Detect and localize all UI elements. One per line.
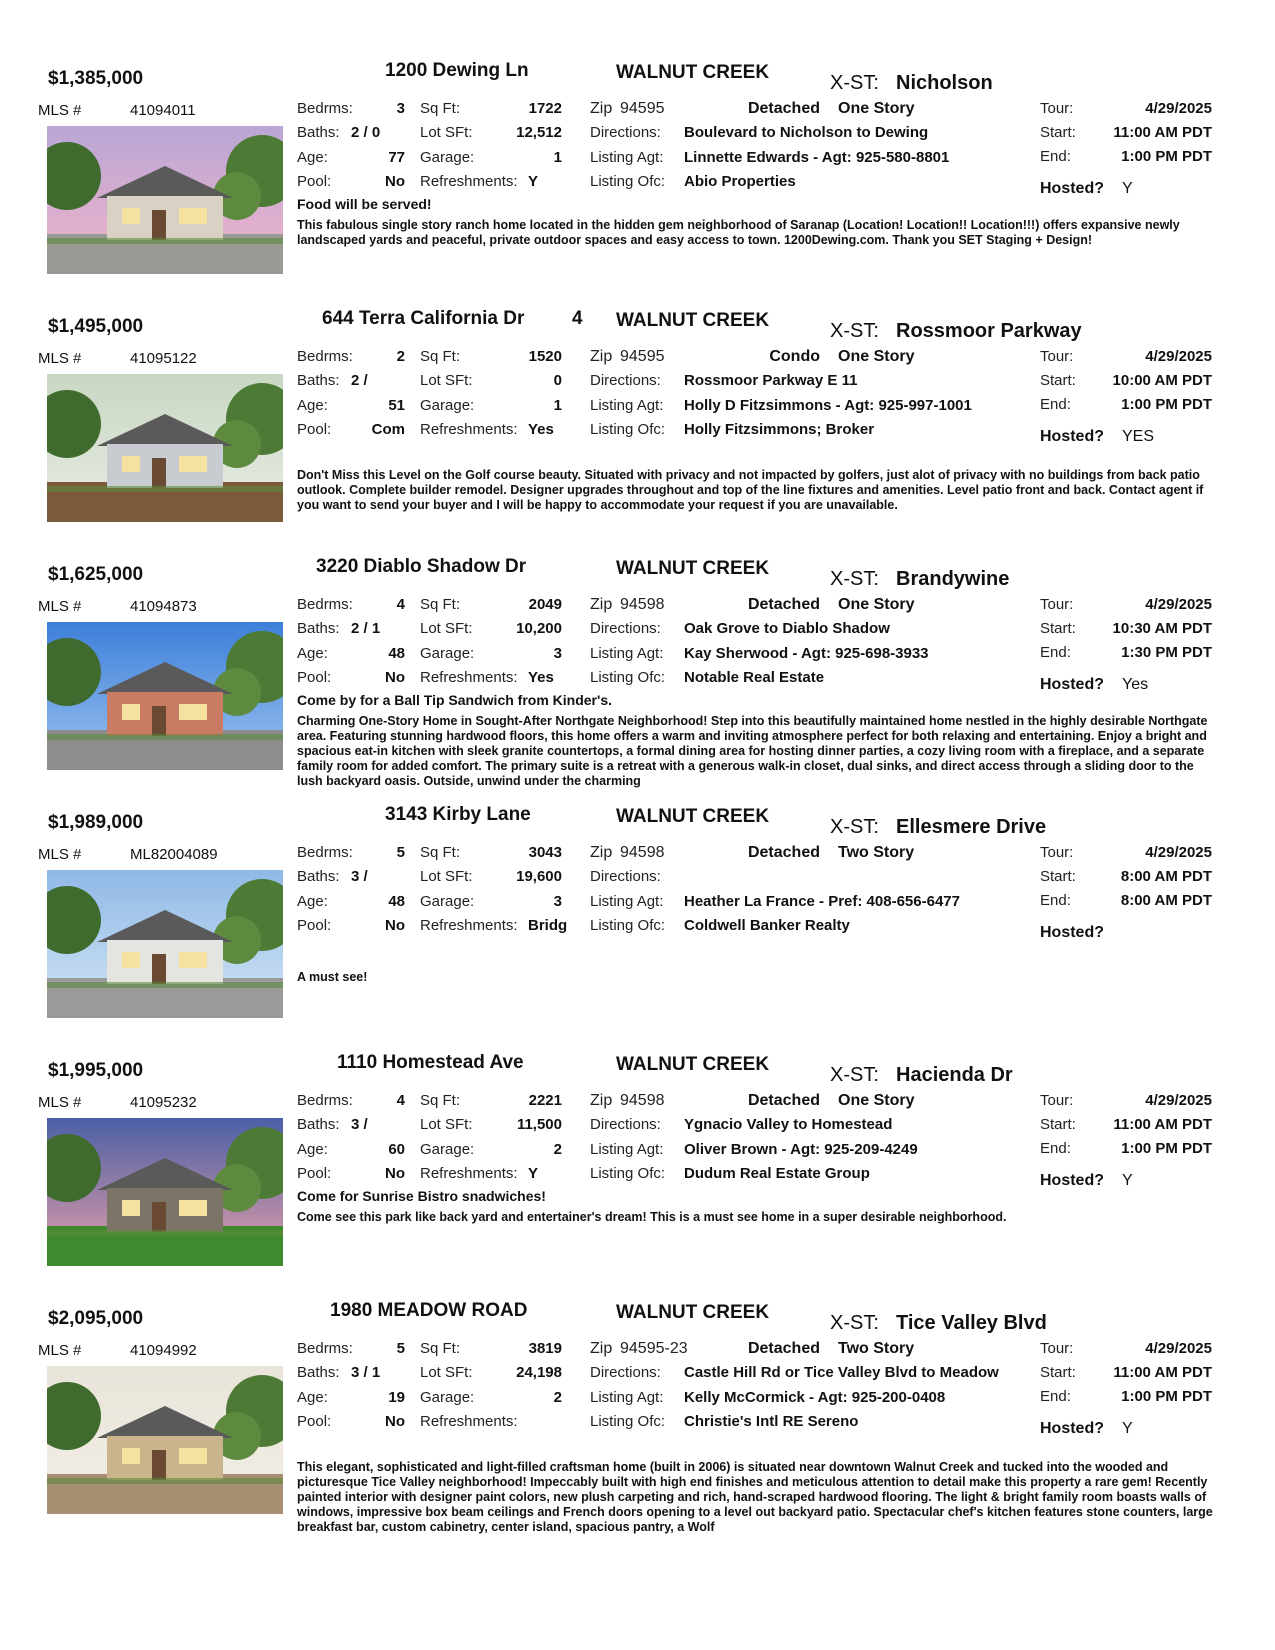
refreshments-value: Bridg: [528, 917, 568, 934]
age-label: Age:: [297, 1141, 328, 1158]
house-photo: [47, 374, 283, 522]
office-label: Listing Ofc:: [590, 1413, 666, 1430]
listing-address: 3143 Kirby Lane: [385, 804, 531, 825]
listing-description: Don't Miss this Level on the Golf course beauty. Situated with privacy and not impacted by golfers, just alot of privacy with no buildings from back patio outlook. Complete builder remodel. Designer upgrades throughout and top of the line fixtures and amenities. Level patio front and back. Contact agent if you want to send your buyer and I will be happy to accommodate your request if you are unavailable.: [297, 468, 1204, 512]
sqft-value: 2049: [528, 596, 562, 613]
property-type: Detached: [747, 1092, 820, 1109]
listing-city: WALNUT CREEK: [616, 62, 770, 83]
stories: One Story: [838, 596, 915, 613]
bedrooms-value: 4: [396, 1092, 405, 1109]
stories: Two Story: [838, 1340, 915, 1357]
refreshments-label: Refreshments:: [420, 421, 518, 438]
listing-note: Come for Sunrise Bistro snadwiches!: [297, 1188, 546, 1204]
tour-label: Tour:: [1040, 596, 1074, 613]
listing-address: 1110 Homestead Ave: [337, 1052, 524, 1073]
garage-value: 1: [553, 149, 562, 166]
listing-address: 1980 MEADOW ROAD: [330, 1300, 528, 1321]
hosted-value: YES: [1122, 428, 1155, 445]
sqft-value: 3043: [528, 844, 562, 861]
listing-6: [0, 1300, 1275, 1568]
office-value: Coldwell Banker Realty: [684, 917, 850, 934]
cross-street: Tice Valley Blvd: [896, 1312, 1047, 1334]
zip-label: Zip: [590, 348, 613, 365]
listing-city: WALNUT CREEK: [616, 558, 770, 579]
zip-label: Zip: [590, 1092, 613, 1109]
listing-city: WALNUT CREEK: [616, 1302, 770, 1323]
age-label: Age:: [297, 893, 328, 910]
start-label: Start:: [1040, 1116, 1076, 1133]
bedrooms-label: Bedrms:: [297, 1340, 353, 1357]
cross-street-label: X-ST:: [830, 1064, 879, 1086]
property-type: Detached: [747, 100, 820, 117]
listing-4: [0, 804, 1275, 1072]
start-time: 10:30 AM PDT: [1112, 620, 1212, 637]
sqft-label: Sq Ft:: [420, 844, 461, 861]
lot-value: 24,198: [516, 1364, 562, 1381]
tour-label: Tour:: [1040, 100, 1074, 117]
house-photo: [47, 1118, 283, 1266]
sqft-value: 2221: [528, 1092, 562, 1109]
baths-value: 3 /: [351, 1116, 368, 1133]
refreshments-value: Yes: [528, 669, 554, 686]
end-label: End:: [1040, 644, 1071, 661]
listing-note: Come by for a Ball Tip Sandwich from Kinder's.: [297, 692, 613, 708]
tour-date: 4/29/2025: [1145, 1092, 1212, 1109]
mls-number: 41094011: [130, 102, 196, 119]
end-time: 1:00 PM PDT: [1121, 1388, 1212, 1405]
directions-value: Rossmoor Parkway E 11: [684, 372, 858, 389]
bedrooms-label: Bedrms:: [297, 348, 353, 365]
listing-price: $1,995,000: [48, 1060, 144, 1081]
pool-value: No: [385, 1165, 405, 1182]
baths-label: Baths:: [297, 620, 340, 637]
lot-label: Lot SFt:: [420, 124, 473, 141]
bedrooms-value: 3: [396, 100, 405, 117]
mls-number: 41094873: [130, 598, 197, 615]
hosted-label: Hosted?: [1040, 1420, 1104, 1437]
end-label: End:: [1040, 1140, 1071, 1157]
listing-city: WALNUT CREEK: [616, 806, 770, 827]
mls-number: 41095232: [130, 1094, 197, 1111]
hosted-label: Hosted?: [1040, 676, 1104, 693]
stories: One Story: [838, 1092, 915, 1109]
office-label: Listing Ofc:: [590, 421, 666, 438]
house-photo: [47, 1366, 283, 1514]
baths-label: Baths:: [297, 372, 340, 389]
bedrooms-value: 5: [396, 844, 405, 861]
age-label: Age:: [297, 1389, 328, 1406]
agent-value: Oliver Brown - Agt: 925-209-4249: [684, 1141, 918, 1158]
agent-value: Heather La France - Pref: 408-656-6477: [684, 893, 960, 910]
mls-number: ML82004089: [130, 846, 218, 863]
lot-label: Lot SFt:: [420, 868, 473, 885]
zip-label: Zip: [590, 100, 613, 117]
start-label: Start:: [1040, 868, 1076, 885]
office-value: Holly Fitzsimmons; Broker: [684, 421, 875, 438]
zip-value: 94598: [620, 596, 665, 613]
age-value: 51: [388, 397, 405, 414]
sqft-label: Sq Ft:: [420, 100, 461, 117]
end-time: 8:00 AM PDT: [1120, 892, 1212, 909]
sqft-value: 1722: [528, 100, 562, 117]
cross-street-label: X-ST:: [830, 320, 879, 342]
agent-value: Holly D Fitzsimmons - Agt: 925-997-1001: [684, 397, 972, 414]
directions-value: Oak Grove to Diablo Shadow: [684, 620, 890, 637]
office-value: Notable Real Estate: [684, 669, 825, 686]
refreshments-value: Y: [528, 173, 539, 190]
cross-street: Ellesmere Drive: [896, 816, 1047, 838]
sqft-value: 1520: [528, 348, 562, 365]
office-value: Abio Properties: [684, 173, 796, 190]
garage-label: Garage:: [420, 645, 475, 662]
tour-date: 4/29/2025: [1145, 100, 1212, 117]
baths-label: Baths:: [297, 124, 340, 141]
agent-value: Linnette Edwards - Agt: 925-580-8801: [684, 149, 950, 166]
listing-price: $1,989,000: [48, 812, 144, 833]
cross-street: Rossmoor Parkway: [896, 320, 1082, 342]
garage-label: Garage:: [420, 1389, 475, 1406]
end-label: End:: [1040, 396, 1071, 413]
mls-label: MLS #: [38, 598, 82, 615]
bedrooms-label: Bedrms:: [297, 1092, 353, 1109]
directions-value: Castle Hill Rd or Tice Valley Blvd to Meadow: [684, 1364, 999, 1381]
zip-value: 94595-23: [620, 1340, 688, 1357]
start-label: Start:: [1040, 620, 1076, 637]
pool-label: Pool:: [297, 917, 332, 934]
cross-street-label: X-ST:: [830, 816, 879, 838]
refreshments-label: Refreshments:: [420, 669, 518, 686]
listing-description: Come see this park like back yard and entertainer's dream! This is a must see home in a super desirable neighborhood.: [297, 1210, 1007, 1224]
mls-label: MLS #: [38, 350, 82, 367]
end-label: End:: [1040, 148, 1071, 165]
hosted-value: Y: [1122, 1172, 1133, 1189]
office-value: Christie's Intl RE Sereno: [684, 1413, 859, 1430]
listing-address: 3220 Diablo Shadow Dr: [316, 556, 527, 577]
lot-value: 10,200: [516, 620, 562, 637]
listing-address: 1200 Dewing Ln: [385, 60, 529, 81]
cross-street: Nicholson: [896, 72, 993, 94]
garage-value: 3: [553, 645, 562, 662]
age-label: Age:: [297, 397, 328, 414]
pool-value: No: [385, 1413, 405, 1430]
house-photo: [47, 870, 283, 1018]
pool-label: Pool:: [297, 1413, 332, 1430]
refreshments-label: Refreshments:: [420, 1165, 518, 1182]
pool-label: Pool:: [297, 669, 332, 686]
lot-label: Lot SFt:: [420, 620, 473, 637]
sqft-label: Sq Ft:: [420, 348, 461, 365]
baths-label: Baths:: [297, 1364, 340, 1381]
lot-value: 11,500: [516, 1116, 562, 1133]
lot-value: 12,512: [516, 124, 562, 141]
listing-3: [0, 556, 1275, 824]
garage-value: 2: [553, 1141, 562, 1158]
end-time: 1:00 PM PDT: [1121, 1140, 1212, 1157]
listing-city: WALNUT CREEK: [616, 1054, 770, 1075]
zip-label: Zip: [590, 1340, 613, 1357]
baths-value: 2 / 0: [351, 124, 381, 141]
zip-label: Zip: [590, 844, 613, 861]
garage-value: 1: [553, 397, 562, 414]
bedrooms-label: Bedrms:: [297, 844, 353, 861]
zip-value: 94598: [620, 1092, 665, 1109]
listing-city: WALNUT CREEK: [616, 310, 770, 331]
lot-label: Lot SFt:: [420, 1364, 473, 1381]
zip-value: 94595: [620, 348, 665, 365]
bedrooms-value: 5: [396, 1340, 405, 1357]
agent-label: Listing Agt:: [590, 1389, 664, 1406]
baths-value: 3 /: [351, 868, 368, 885]
hosted-label: Hosted?: [1040, 428, 1104, 445]
listing-description: A must see!: [297, 970, 368, 984]
garage-label: Garage:: [420, 397, 475, 414]
listing-unit: 4: [572, 308, 583, 329]
end-time: 1:30 PM PDT: [1121, 644, 1212, 661]
agent-label: Listing Agt:: [590, 397, 664, 414]
pool-value: No: [385, 669, 405, 686]
age-value: 48: [388, 645, 405, 662]
agent-label: Listing Agt:: [590, 893, 664, 910]
directions-label: Directions:: [590, 1116, 661, 1133]
baths-label: Baths:: [297, 1116, 340, 1133]
listing-description: This elegant, sophisticated and light-filled craftsman home (built in 2006) is situated near downtown Walnut Creek and tucked into the wooded and picturesque Tice Valley neighborhood! Impeccably built with high end finishes and meticulous attention to detail make this property a rare gem! Recently painted interior with designer paint colors, new plush carpeting and rich, hand-scraped hardwood flooring. The light & bright family room boasts walls of windows, impressive box beam ceilings and French doors opening to a level out backyard patio. Spectacular chef's kitchen features stone counters, large breakfast bar, custom cabinetry, center island, spacious pantry, a Wolf: [297, 1460, 1213, 1534]
property-type: Detached: [747, 1340, 820, 1357]
garage-label: Garage:: [420, 1141, 475, 1158]
cross-street-label: X-ST:: [830, 568, 879, 590]
stories: Two Story: [838, 844, 915, 861]
directions-label: Directions:: [590, 1364, 661, 1381]
office-label: Listing Ofc:: [590, 1165, 666, 1182]
office-value: Dudum Real Estate Group: [684, 1165, 870, 1182]
age-label: Age:: [297, 149, 328, 166]
directions-value: Boulevard to Nicholson to Dewing: [684, 124, 929, 141]
hosted-label: Hosted?: [1040, 180, 1104, 197]
mls-number: 41095122: [130, 350, 197, 367]
directions-value: Ygnacio Valley to Homestead: [684, 1116, 893, 1133]
hosted-value: Yes: [1122, 676, 1149, 693]
tour-date: 4/29/2025: [1145, 844, 1212, 861]
cross-street-label: X-ST:: [830, 72, 879, 94]
start-time: 11:00 AM PDT: [1113, 1116, 1212, 1133]
tour-date: 4/29/2025: [1145, 1340, 1212, 1357]
listing-price: $1,495,000: [48, 316, 144, 337]
tour-date: 4/29/2025: [1145, 348, 1212, 365]
age-label: Age:: [297, 645, 328, 662]
age-value: 60: [388, 1141, 405, 1158]
mls-label: MLS #: [38, 1342, 82, 1359]
tour-label: Tour:: [1040, 1092, 1074, 1109]
directions-label: Directions:: [590, 868, 661, 885]
zip-value: 94595: [620, 100, 665, 117]
office-label: Listing Ofc:: [590, 917, 666, 934]
sqft-label: Sq Ft:: [420, 596, 461, 613]
lot-label: Lot SFt:: [420, 1116, 473, 1133]
lot-value: 19,600: [516, 868, 562, 885]
agent-label: Listing Agt:: [590, 1141, 664, 1158]
end-label: End:: [1040, 892, 1071, 909]
pool-value: Com: [371, 421, 405, 438]
directions-label: Directions:: [590, 124, 661, 141]
baths-label: Baths:: [297, 868, 340, 885]
start-label: Start:: [1040, 1364, 1076, 1381]
property-type: Detached: [747, 844, 820, 861]
garage-label: Garage:: [420, 149, 475, 166]
agent-value: Kelly McCormick - Agt: 925-200-0408: [684, 1389, 946, 1406]
refreshments-label: Refreshments:: [420, 917, 518, 934]
listing-description: This fabulous single story ranch home located in the hidden gem neighborhood of Saranap (Location! Location!! Location!!!) offers expansive newly landscaped yards and peaceful, private outdoor spaces and easy access to town. 1200Dewing.com. Thank you SET Staging + Design!: [297, 218, 1180, 247]
zip-value: 94598: [620, 844, 665, 861]
lot-value: 0: [553, 372, 562, 389]
listing-price: $2,095,000: [48, 1308, 144, 1329]
end-time: 1:00 PM PDT: [1121, 148, 1212, 165]
end-label: End:: [1040, 1388, 1071, 1405]
sqft-label: Sq Ft:: [420, 1340, 461, 1357]
tour-date: 4/29/2025: [1145, 596, 1212, 613]
stories: One Story: [838, 348, 915, 365]
mls-label: MLS #: [38, 846, 82, 863]
garage-value: 2: [553, 1389, 562, 1406]
start-time: 10:00 AM PDT: [1112, 372, 1212, 389]
office-label: Listing Ofc:: [590, 173, 666, 190]
agent-value: Kay Sherwood - Agt: 925-698-3933: [684, 645, 929, 662]
listing-note: Food will be served!: [297, 196, 432, 212]
tour-label: Tour:: [1040, 844, 1074, 861]
cross-street: Brandywine: [896, 568, 1010, 590]
property-type: Condo: [769, 348, 820, 365]
start-time: 11:00 AM PDT: [1113, 124, 1212, 141]
hosted-label: Hosted?: [1040, 924, 1104, 941]
listing-1: [0, 60, 1275, 328]
mls-label: MLS #: [38, 102, 82, 119]
hosted-label: Hosted?: [1040, 1172, 1104, 1189]
start-label: Start:: [1040, 124, 1076, 141]
pool-value: No: [385, 917, 405, 934]
tour-label: Tour:: [1040, 348, 1074, 365]
age-value: 19: [388, 1389, 405, 1406]
listing-price: $1,625,000: [48, 564, 144, 585]
listing-5: [0, 1052, 1275, 1320]
listing-price: $1,385,000: [48, 68, 144, 89]
directions-label: Directions:: [590, 620, 661, 637]
garage-label: Garage:: [420, 893, 475, 910]
listing-address: 644 Terra California Dr: [322, 308, 525, 329]
age-value: 77: [388, 149, 405, 166]
listing-description: Charming One-Story Home in Sought-After Northgate Neighborhood! Step into this beautifully maintained home nestled in the highly desirable Northgate area. Featuring stunning hardwood floors, this home offers a warm and inviting atmosphere perfect for both relaxing and entertaining. Enjoy a bright and spacious eat-in kitchen with sleek granite countertops, a formal dining area for hosting dinner parties, a cozy living room with a fireplace, and a separate family room for added comfort. The primary suite is a retreat with a generous walk-in closet, dual sinks, and direct access through a sliding door to the lush backyard oasis. Outside, unwind under the charming: [297, 714, 1208, 788]
baths-value: 2 / 1: [351, 620, 381, 637]
refreshments-value: Yes: [528, 421, 554, 438]
baths-value: 3 / 1: [351, 1364, 381, 1381]
baths-value: 2 /: [351, 372, 368, 389]
age-value: 48: [388, 893, 405, 910]
end-time: 1:00 PM PDT: [1121, 396, 1212, 413]
start-time: 11:00 AM PDT: [1113, 1364, 1212, 1381]
cross-street: Hacienda Dr: [896, 1064, 1013, 1086]
mls-number: 41094992: [130, 1342, 197, 1359]
refreshments-value: Y: [528, 1165, 539, 1182]
house-photo: [47, 126, 283, 274]
refreshments-label: Refreshments:: [420, 1413, 518, 1430]
start-time: 8:00 AM PDT: [1120, 868, 1212, 885]
house-photo: [47, 622, 283, 770]
property-type: Detached: [747, 596, 820, 613]
stories: One Story: [838, 100, 915, 117]
pool-value: No: [385, 173, 405, 190]
bedrooms-label: Bedrms:: [297, 596, 353, 613]
bedrooms-value: 2: [396, 348, 405, 365]
hosted-value: Y: [1122, 1420, 1133, 1437]
zip-label: Zip: [590, 596, 613, 613]
bedrooms-value: 4: [396, 596, 405, 613]
mls-label: MLS #: [38, 1094, 82, 1111]
pool-label: Pool:: [297, 1165, 332, 1182]
refreshments-label: Refreshments:: [420, 173, 518, 190]
lot-label: Lot SFt:: [420, 372, 473, 389]
pool-label: Pool:: [297, 173, 332, 190]
agent-label: Listing Agt:: [590, 149, 664, 166]
cross-street-label: X-ST:: [830, 1312, 879, 1334]
sqft-value: 3819: [528, 1340, 562, 1357]
bedrooms-label: Bedrms:: [297, 100, 353, 117]
hosted-value: Y: [1122, 180, 1133, 197]
sqft-label: Sq Ft:: [420, 1092, 461, 1109]
tour-label: Tour:: [1040, 1340, 1074, 1357]
listing-2: [0, 308, 1275, 576]
office-label: Listing Ofc:: [590, 669, 666, 686]
start-label: Start:: [1040, 372, 1076, 389]
pool-label: Pool:: [297, 421, 332, 438]
directions-label: Directions:: [590, 372, 661, 389]
garage-value: 3: [553, 893, 562, 910]
agent-label: Listing Agt:: [590, 645, 664, 662]
